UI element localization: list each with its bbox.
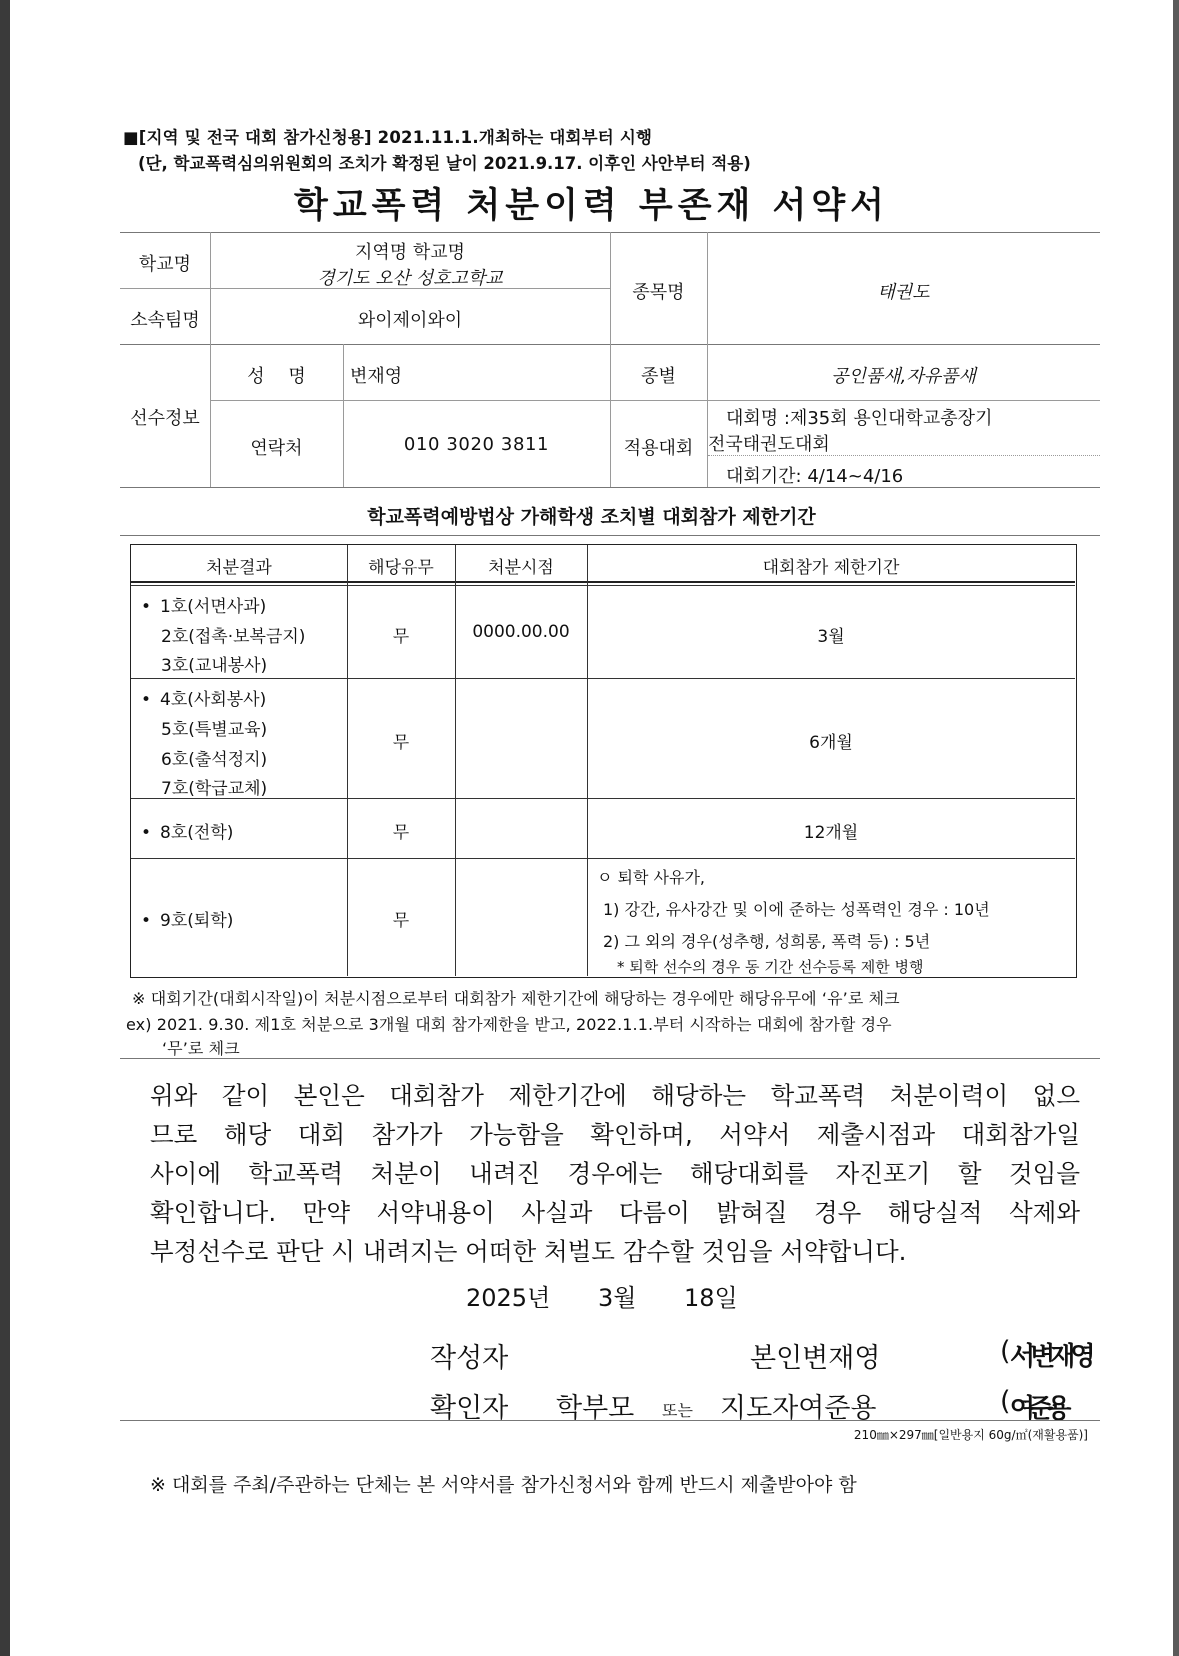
table-header-rule (131, 585, 1075, 586)
info-line (343, 344, 344, 487)
signature-rule (120, 1420, 1100, 1421)
table-applicable: 무 (392, 733, 410, 753)
table-date: 0000.00.00 (472, 622, 570, 642)
writer-name: 본인변재영 (750, 1343, 881, 1374)
school-label: 학교명 (138, 254, 192, 275)
name-value: 변재영 (350, 366, 403, 387)
notice-line-1: ■[지역 및 전국 대회 참가신청용] 2021.11.1.개최하는 대회부터 시행 (123, 128, 653, 147)
category-label: 종별 (641, 366, 676, 387)
event-label: 종목명 (632, 282, 685, 303)
competition-name-1: 대회명 :제35회 용인대학교총장기 (726, 408, 993, 429)
date-day: 18일 (684, 1284, 738, 1312)
table-row-item: • 9호(퇴학) (141, 906, 233, 931)
verifier-role: 학부모 (556, 1393, 635, 1424)
sanction-table (130, 544, 1077, 978)
notice-line-2: (단, 학교폭력심의위원회의 조치가 확정된 날이 2021.9.17. 이후인 사안부터 적용) (138, 154, 751, 173)
verifier-name: 지도자여준용 (720, 1393, 877, 1424)
school-value: 경기도 오산 성호고학교 (317, 268, 503, 289)
category-value: 공인품새,자유품새 (831, 366, 976, 387)
section-rule (120, 535, 1100, 536)
table-applicable: 무 (392, 627, 410, 647)
table-row-item: • 8호(전학) (141, 818, 233, 843)
table-row-rule (131, 678, 1075, 679)
pledge-line: 위와 같이 본인은 대회참가 제한기간에 해당하는 학교폭력 처분이력이 없으 (150, 1081, 1080, 1110)
document-page (10, 0, 1173, 1656)
table-period-line: 2) 그 외의 경우(성추행, 성희롱, 폭력 등) : 5년 (603, 932, 931, 951)
info-bottom-rule (120, 487, 1100, 488)
name-label: 성 명 (247, 366, 306, 387)
pledge-line: 부정선수로 판단 시 내려지는 어떠한 처벌도 감수할 것임을 서약합니다. (150, 1237, 907, 1266)
table-row-item: 5호(특별교육) (161, 720, 268, 740)
table-header-cell: 대회참가 제한기간 (762, 558, 900, 578)
viewer-right-edge (1173, 0, 1179, 1656)
pledge-paragraph (150, 1076, 1080, 1271)
player-label: 선수정보 (130, 408, 200, 429)
event-value: 태권도 (877, 282, 930, 303)
table-period-line: 1) 강간, 유사강간 및 이에 준하는 성폭력인 경우 : 10년 (603, 900, 990, 919)
table-applicable: 무 (392, 911, 410, 931)
table-header-cell: 처분결과 (206, 558, 272, 578)
table-header-rule (131, 581, 1075, 583)
table-row-item: • 4호(사회봉사) (141, 685, 266, 710)
date-month: 3월 (598, 1284, 637, 1312)
writer-signature: 서변재영 (1010, 1342, 1091, 1372)
document-title: 학교폭력 처분이력 부존재 서약서 (294, 186, 889, 226)
table-applicable: 무 (392, 823, 410, 843)
table-period: 12개월 (803, 823, 859, 843)
team-value: 와이제이와이 (357, 310, 463, 331)
table-col-rule (455, 545, 456, 976)
verifier-signature: 여준용 (1010, 1394, 1065, 1424)
contact-value: 010 3020 3811 (403, 434, 550, 455)
competition-period: 대회기간: 4/14~4/16 (726, 466, 904, 487)
contact-label: 연락처 (250, 438, 303, 459)
table-period-line: ㅇ 퇴학 사유가, (597, 868, 705, 887)
pledge-line: 므로 해당 대회 참가가 가능함을 확인하며, 서약서 제출시점과 대회참가일 (150, 1120, 1080, 1149)
table-row-item: 3호(교내봉사) (161, 656, 268, 676)
table-row-rule (131, 798, 1075, 799)
table-row-item: 2호(접촉·보복금지) (161, 627, 306, 647)
team-label: 소속팀명 (130, 310, 200, 331)
paper-spec: 210㎜×297㎜[일반용지 60g/㎡(재활용품)] (853, 1428, 1088, 1442)
verifier-sign-open: ( (1000, 1386, 1011, 1417)
viewer-left-edge (0, 0, 10, 1656)
pledge-line: 사이에 학교폭력 처분이 내려진 경우에는 해당대회를 자진포기 할 것임을 (150, 1159, 1080, 1188)
table-period: 6개월 (809, 733, 853, 753)
table-row-item: • 1호(서면사과) (141, 592, 266, 617)
school-header: 지역명 학교명 (354, 242, 466, 263)
notes-rule (120, 1058, 1100, 1059)
competition-name-2: 전국태권도대회 (708, 434, 830, 455)
table-col-rule (587, 545, 588, 976)
example-note-1: ex) 2021. 9.30. 제1호 처분으로 3개월 대회 참가제한을 받고, 2022.1.1.부터 시작하는 대회에 참가할 경우 (126, 1015, 892, 1034)
table-row-item: 7호(학급교체) (161, 779, 268, 799)
table-period: 3월 (817, 627, 845, 647)
table-header-cell: 해당유무 (368, 558, 434, 578)
example-note-2: ‘무’로 체크 (162, 1039, 240, 1058)
table-row-item: 6호(출석정지) (161, 750, 268, 770)
writer-sign-open: ( (1000, 1336, 1011, 1367)
check-note: ※ 대회기간(대회시작일)이 처분시점으로부터 대회참가 제한기간에 해당하는 경우에만 해당유무에 ‘유’로 체크 (132, 989, 900, 1008)
table-row-rule (131, 858, 1075, 859)
footer-note: ※ 대회를 주최/주관하는 단체는 본 서약서를 참가신청서와 함께 반드시 제출받아야 함 (150, 1474, 857, 1496)
pledge-line: 확인합니다. 만약 서약내용이 사실과 다름이 밝혀질 경우 해당실적 삭제와 (150, 1198, 1080, 1227)
section-title: 학교폭력예방법상 가해학생 조치별 대회참가 제한기간 (367, 506, 816, 528)
competition-label: 적용대회 (623, 438, 694, 459)
writer-label: 작성자 (430, 1343, 509, 1374)
table-period-line: * 퇴학 선수의 경우 동 기간 선수등록 제한 병행 (617, 958, 924, 976)
verifier-label: 확인자 (430, 1393, 509, 1424)
table-header-cell: 처분시점 (488, 558, 554, 578)
date-year: 2025년 (466, 1284, 551, 1312)
verifier-or: 또는 (662, 1401, 693, 1420)
